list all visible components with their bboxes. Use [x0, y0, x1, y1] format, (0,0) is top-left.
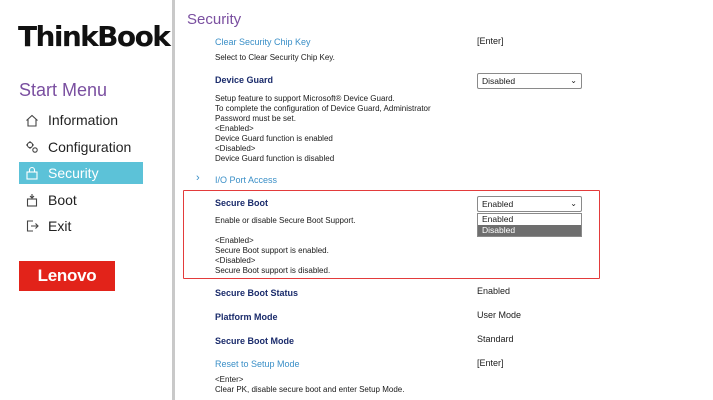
exit-icon	[23, 219, 41, 233]
desc-line: <Enabled>	[215, 124, 254, 133]
secure-boot-desc	[215, 216, 356, 276]
platform-mode-value: User Mode	[477, 310, 522, 320]
menu-item-label: Boot	[48, 191, 77, 208]
gear-icon	[23, 140, 41, 154]
clear-security-chip-key-desc: Select to Clear Security Chip Key.	[215, 53, 335, 62]
reset-to-setup-mode-link[interactable]: Reset to Setup Mode	[215, 359, 300, 369]
chevron-down-icon: ⌄	[570, 199, 577, 208]
device-guard-select-value: Disabled	[482, 76, 516, 86]
menu-item-information[interactable]	[19, 109, 143, 131]
desc-line: <Disabled>	[215, 256, 256, 265]
secure-boot-status-label: Secure Boot Status	[215, 288, 299, 298]
io-port-access-link[interactable]: I/O Port Access	[215, 175, 278, 185]
secure-boot-mode-value: Standard	[477, 334, 514, 344]
page-title: Security	[187, 11, 242, 28]
desc-line: <Enabled>	[215, 236, 254, 245]
desc-line: Device Guard function is disabled	[215, 154, 335, 163]
desc-line: To complete the configuration of Device Guard, Administrator	[215, 104, 431, 113]
menu-item-label: Information	[48, 112, 119, 128]
lock-icon	[23, 166, 41, 180]
desc-spacer	[215, 226, 356, 236]
menu-item-label: Exit	[48, 218, 72, 234]
chevron-right-icon[interactable]: ›	[196, 172, 200, 184]
secure-boot-mode-label: Secure Boot Mode	[215, 336, 295, 346]
secure-boot-option-disabled[interactable]: Disabled	[478, 225, 581, 236]
menu-item-security[interactable]	[19, 162, 143, 184]
menu-item-label: Configuration	[48, 138, 132, 155]
secure-boot-select[interactable]	[477, 196, 582, 212]
secure-boot-option-enabled[interactable]: Enabled	[482, 214, 514, 224]
reset-to-setup-mode-desc	[215, 375, 404, 395]
menu-item-configuration[interactable]	[19, 136, 143, 158]
menu-item-exit[interactable]	[19, 215, 143, 237]
secure-boot-label: Secure Boot	[215, 198, 269, 208]
clear-security-chip-key-link[interactable]: Clear Security Chip Key	[215, 37, 311, 47]
menu-item-boot[interactable]	[19, 189, 143, 211]
start-menu	[19, 109, 143, 242]
device-guard-desc	[215, 94, 431, 164]
device-guard-select[interactable]	[477, 73, 582, 89]
reset-to-setup-mode-value[interactable]: [Enter]	[477, 358, 504, 368]
thinkbook-logo: ThinkBook	[18, 20, 170, 53]
desc-line: <Disabled>	[215, 144, 256, 153]
device-guard-label: Device Guard	[215, 75, 274, 85]
clear-security-chip-key-value[interactable]: [Enter]	[477, 36, 504, 46]
lenovo-logo: Lenovo	[19, 261, 115, 291]
desc-line: Device Guard function is enabled	[215, 134, 333, 143]
desc-line: Password must be set.	[215, 114, 296, 123]
secure-boot-dropdown-list	[477, 213, 582, 237]
secure-boot-select-value: Enabled	[482, 199, 514, 209]
secure-boot-status-value: Enabled	[477, 286, 511, 296]
sidebar-divider	[172, 0, 175, 400]
desc-line: Secure Boot support is enabled.	[215, 246, 329, 255]
house-icon	[23, 113, 41, 127]
sidebar	[0, 0, 172, 400]
desc-line: <Enter>	[215, 375, 244, 384]
desc-line: Secure Boot support is disabled.	[215, 266, 331, 275]
desc-line: Setup feature to support Microsoft® Device Guard.	[215, 94, 395, 103]
chevron-down-icon: ⌄	[570, 76, 577, 85]
start-menu-title: Start Menu	[19, 80, 108, 100]
boot-icon	[23, 193, 41, 207]
platform-mode-label: Platform Mode	[215, 312, 278, 322]
desc-line: Clear PK, disable secure boot and enter Setup Mode.	[215, 385, 405, 394]
menu-item-label: Security	[48, 165, 99, 181]
desc-line: Enable or disable Secure Boot Support.	[215, 216, 356, 225]
